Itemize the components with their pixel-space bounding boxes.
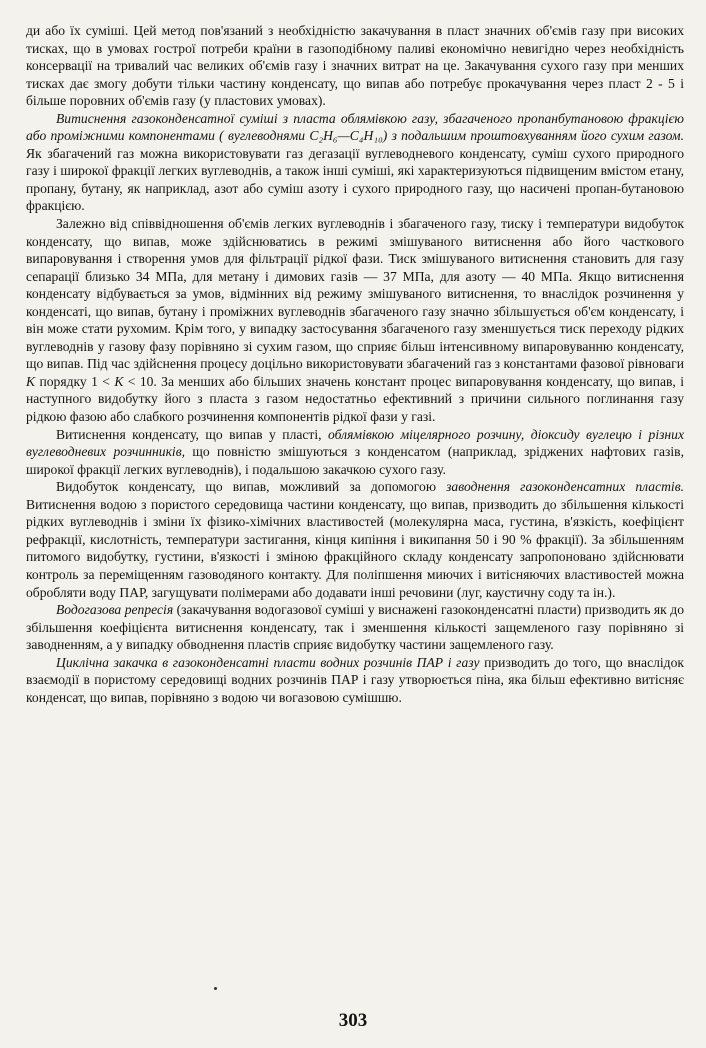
text-run: ди або їх суміші. Цей метод пов'язаний з необхідністю закачування в пласт значних об'ємів газу при високих тисках, що в умовах гострої потреби країни в газоподібному паливі економічно невигідно через необхідність консервації на тривалий час великих об'ємів газу і значних витрат на це. Закачування сухого газу при менших тисках дає змогу добути тільки частину конденсату, що випав або потребує прокачування через пласт 2 - 5 і більше поровних об'ємів газу (у пластових умовах).: [26, 23, 684, 109]
paragraph: [26, 478, 684, 601]
paragraph: [26, 110, 684, 215]
body-text: [26, 22, 684, 706]
italic-run: заводнення газоконденсатних пластів.: [446, 479, 684, 495]
text-run: < 10. За менших або більших значень констант процес випаровування конденсату, що випав, і наступного видобутку його з пласта з газом недостатньо ефективний з причини сильного поглинання газу рідкою фазою або слабкого розчинення компонентів рідкої фази у газі.: [26, 373, 684, 425]
italic-run: облямівкою міцелярного розчину, діоксиду вуглецю і різних вуглеводневих розчинників,: [26, 426, 684, 460]
page-number: 303: [338, 1010, 368, 1031]
print-speck: [214, 987, 217, 990]
paragraph: [26, 22, 684, 110]
italic-run: K: [26, 373, 36, 389]
italic-run: Водогазова репресія: [56, 602, 174, 618]
text-run: Витиснення водою з пористого середовища частини конденсату, що випав, призводить до збільшення кількості рідких вуглеводнів і зміни їх фізико-хімічних властивостей (молекулярна маса, густина, в'язкість, коефіцієнт рефракції, кислотність, температури застигання, кінця кипіння і википання 50 і 90 % фракції). За збільшенням питомого видобутку, густини, в'язкості і зміною фракційного складу конденсату запропоновано здійснювати контроль за переміщенням газоводяного контакту. Для поліпшення миючих і витісняючих властивостей можна обробляти воду ПАР, загущувати полімерами або додавати інші речовини (луг, каустичну соду та ін.).: [26, 496, 684, 600]
text-run: призводить до того, що внаслідок взаємодії в пористому середовищі водних розчинів ПАР і газу утворюється піна, яка більш ефективно витісняє конденсат, що випав, порівняно з водою чи вогазовою сумішшю.: [26, 654, 684, 705]
italic-run: Витиснення газоконденсатної суміші з пласта облямівкою газу, збагаченого пропанбутановою фракцією або проміжними компонентами ( вуглеводнями C₂H₆—C₄H₁₀) з подальшим проштовхуванням його сухим газом.: [26, 110, 684, 144]
paragraph: [26, 215, 684, 426]
italic-run: K: [114, 373, 124, 389]
italic-run: Циклічна закачка в газоконденсатні пласти водних розчинів ПАР і газу: [56, 654, 480, 670]
text-run: Як збагачений газ можна використовувати газ дегазації вуглеводневого конденсату, суміш сухого природного газу і широкої фракції легких вуглеводнів, а також інші суміші, які характеризуються підвищеним вмістом етану, пропану, бутану, як наприклад, азот або суміш азоту і сухого природного газу, що насичені пропан-бутановою фракцією.: [26, 145, 684, 214]
paragraph: [26, 426, 684, 479]
text-run: Залежно від співвідношення об'ємів легких вуглеводнів і збагаченого газу, тиску і температури видобуток конденсату, що випав, може здійснюватись в режимі змішуваного витиснення або його часткового випаровування і створення умов для фільтрації рідкої фази. Тиск змішуваного витиснення становить для газу сепарації близько 34 МПа, для метану і димових газів — 37 МПа, для азоту — 40 МПа. Якщо витиснення конденсату відбувається за умов, відмінних від режиму змішуваного витиснення, то внаслідок розчинення у конденсаті, що випав, бутану і проміжних вуглеводнів збагаченого газу значно збільшується об'єм конденсату, і він може стати рухомим. Крім того, у випадку застосування збагаченого газу зменшується тиск переходу рідких вуглеводнів у газову фазу порівняно зі сухим газом, що сприяє більш інтенсивному випаровуванню конденсату, що випав. Під час здійснення процесу доцільно використовувати збагачений газ з константами фазової рівноваги: [26, 216, 684, 372]
text-run: Видобуток конденсату, що випав, можливий за допомогою: [56, 479, 447, 495]
text-run: (закачування водогазової суміші у виснажені газоконденсатні пласти) призводить як до збільшення коефіцієнта витиснення конденсату, так і зменшення кількості защемленого газу порівняно зі заводненням, а у випадку обводнення пластів сприяє видобутку частини защемленого газу.: [26, 602, 684, 653]
text-run: Витиснення конденсату, що випав у пласті,: [56, 426, 329, 442]
text-run: порядку 1 <: [35, 373, 115, 389]
paragraph: [26, 601, 684, 654]
text-run: що повністю змішуються з конденсатом (наприклад, зріджених нафтових газів, широкої фракції легких вуглеводнів), і подальшою закачкою сухого газу.: [26, 444, 684, 477]
paragraph: [26, 654, 684, 707]
